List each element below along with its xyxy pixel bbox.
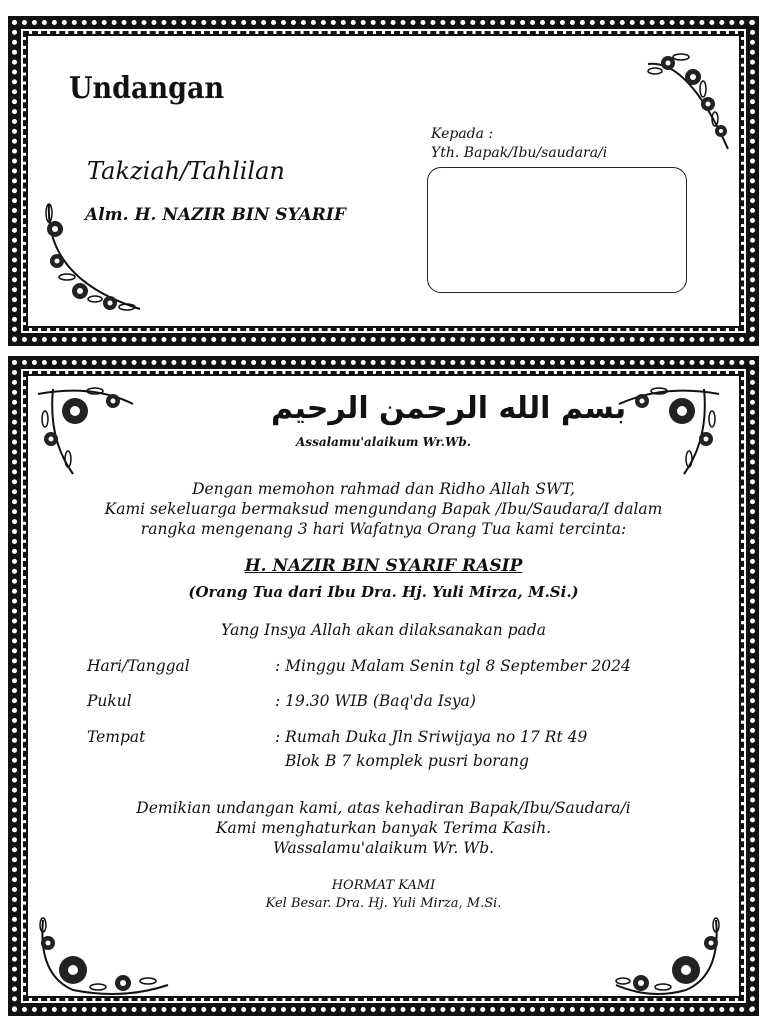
event-title: Takziah/Tahlilan [87,157,285,185]
detail-value-date: : Minggu Malam Senin tgl 8 September 2024 [275,657,631,675]
sign-name: Kel Besar. Dra. Hj. Yuli Mirza, M.Si. [265,896,502,911]
envelope-title: Undangan [69,71,225,106]
detail-value-time: : 19.30 WIB (Baq'da Isya) [275,692,476,710]
intro-line-1: Dengan memohon rahmad dan Ridho Allah SWT, [192,480,575,498]
invitation-card [8,356,759,1016]
to-recipient: Yth. Bapak/Ibu/saudara/i [431,145,608,161]
floral-corner-icon [643,49,733,159]
intro-line-3: rangka mengenang 3 hari Wafatnya Orang Tua kami tercinta: [140,520,627,538]
sign-title: HORMAT KAMI [331,878,436,893]
intro-line-2: Kami sekeluarga bermaksud mengundang Bapak /Ibu/Saudara/I dalam [104,500,663,518]
closing-line-3: Wassalamu'alaikum Wr. Wb. [272,839,495,857]
detail-label-date: Hari/Tanggal [87,657,190,675]
floral-corner-icon [611,915,726,1000]
detail-value-place: : Rumah Duka Jln Sriwijaya no 17 Rt 49 [275,728,588,746]
salam-open: Assalamu'alaikum Wr.Wb. [296,435,471,449]
closing-line-2: Kami menghaturkan banyak Terima Kasih. [215,819,552,837]
to-label: Kepada : [431,126,494,142]
floral-corner-icon [33,915,173,1000]
closing-line-1: Demikian undangan kami, atas kehadiran Bapak/Ibu/Saudara/i [136,799,631,817]
address-box [427,167,687,293]
recipient-block [431,125,607,163]
detail-label-place: Tempat [87,728,146,746]
basmalah-calligraphy: بسم الله الرحمن الرحيم [271,391,627,426]
detail-label-time: Pukul [87,692,132,710]
detail-value-place-line2: Blok B 7 komplek pusri borang [285,752,529,770]
floral-corner-icon [35,199,145,319]
envelope-card [8,16,759,346]
deceased-relation: (Orang Tua dari Ibu Dra. Hj. Yuli Mirza, M.Si.) [188,583,579,601]
deceased-full-name: H. NAZIR BIN SYARIF RASIP [244,556,523,576]
schedule-intro: Yang Insya Allah akan dilaksanakan pada [221,621,546,639]
floral-corner-icon [33,379,138,479]
floral-corner-icon [614,379,724,479]
deceased-name: Alm. H. NAZIR BIN SYARIF [85,205,346,225]
